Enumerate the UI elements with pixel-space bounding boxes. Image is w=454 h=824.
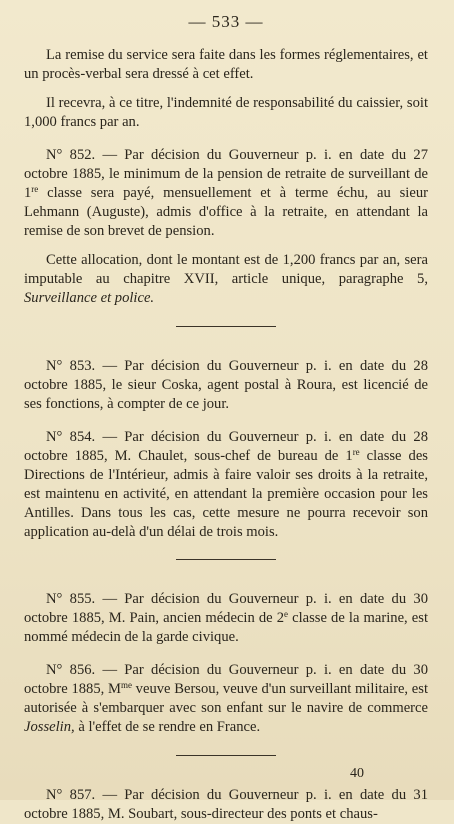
signature-mark: 40 xyxy=(350,766,364,781)
section-divider xyxy=(176,755,276,756)
paragraph-text: La remise du service sera faite dans les formes réglementaires, et un procès-verbal sera dressé à cet effet. xyxy=(24,47,428,82)
paragraph-text: N° 852. — Par décision du Gouverneur p. i. en date du 27 octobre 1885, le minimum de la pension de retraite de surveillant de 1 xyxy=(24,147,428,201)
superscript: e xyxy=(284,609,289,619)
superscript: me xyxy=(120,680,132,690)
decision-855 xyxy=(24,590,428,647)
paragraph-text: N° 857. — Par décision du Gouverneur p. i. en date du 31 octobre 1885, M. Soubart, sous-directeur des ponts et chaus- xyxy=(24,787,428,822)
paragraph-text: à l'effet de se rendre en France. xyxy=(74,719,261,735)
section-divider xyxy=(176,559,276,560)
paragraph-text: N° 854. — Par décision du Gouverneur p. i. en date du 28 octobre 1885, M. Chaulet, sous-chef de bureau de 1 xyxy=(24,429,428,464)
paragraph-text: N° 856. — Par décision du Gouverneur p. i. en date du 30 octobre 1885, M xyxy=(24,662,428,697)
paragraph-text: classe sera payé, mensuellement et à terme échu, au sieur Lehmann (Auguste), admis d'office à la retraite, en attendant la remise de son brevet de pension. xyxy=(24,185,428,239)
decision-857 xyxy=(24,786,428,824)
paragraph-text: Il recevra, à ce titre, l'indemnité de responsabilité du caissier, soit 1,000 francs par an. xyxy=(24,95,428,130)
superscript: re xyxy=(352,447,360,457)
italic-text: Josselin, xyxy=(24,719,75,735)
paragraph-text: N° 853. — Par décision du Gouverneur p. i. en date du 28 octobre 1885, le sieur Coska, agent postal à Roura, est licencié de ses fonctions, à compter de ce jour. xyxy=(24,358,428,412)
paragraph xyxy=(24,251,428,308)
paragraph xyxy=(24,94,428,132)
decision-854 xyxy=(24,428,428,542)
decision-853 xyxy=(24,357,428,414)
decision-852 xyxy=(24,146,428,241)
paragraph-text: classe de la marine, est nommé médecin de la garde civique. xyxy=(24,610,429,645)
page-number: — 533 — xyxy=(188,12,264,31)
superscript: re xyxy=(31,184,39,194)
italic-text: Surveillance et police. xyxy=(24,290,155,306)
section-divider xyxy=(176,326,276,327)
paragraph xyxy=(24,46,428,84)
paragraph-text: N° 855. — Par décision du Gouverneur p. i. en date du 30 octobre 1885, M. Pain, ancien médecin de 2 xyxy=(24,591,428,626)
decision-856 xyxy=(24,661,428,737)
paragraph-text: classe des Directions de l'Intérieur, admis à faire valoir ses droits à la retraite, est maintenu en activité, en attendant la première occasion pour les Antilles. Dans tous les cas, cette mesure ne pourra recevoir son application au-delà d'un délai de trois mois. xyxy=(24,448,428,540)
paragraph-text: Cette allocation, dont le montant est de 1,200 francs par an, sera imputable au chapitre XVII, article unique, paragraphe 5, xyxy=(24,252,428,287)
paragraph-text: veuve Bersou, veuve d'un surveillant militaire, est autorisée à s'embarquer avec son enfant sur le navire de commerce xyxy=(24,681,428,716)
